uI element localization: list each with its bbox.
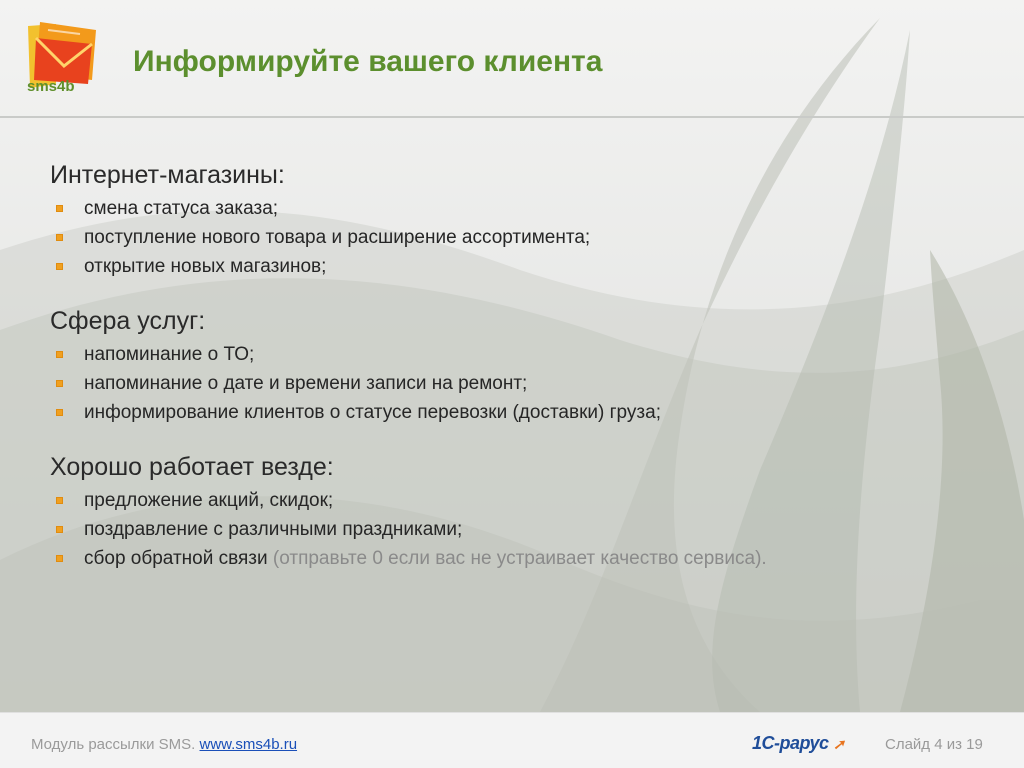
slide-header	[0, 0, 1024, 118]
bullet-square-icon	[56, 205, 63, 212]
partner-logo-text: 1С-рарус	[752, 733, 829, 753]
section-everywhere	[50, 450, 990, 573]
footer-caption	[31, 736, 297, 753]
website-link[interactable]: www.sms4b.ru	[199, 736, 298, 753]
bullet-item	[50, 398, 990, 427]
header-divider	[0, 116, 1024, 118]
bullet-square-icon	[56, 526, 63, 533]
slide-counter: Слайд 4 из 19	[885, 736, 983, 753]
bullet-text: открытие новых магазинов;	[84, 256, 327, 277]
bullet-item	[50, 340, 990, 369]
bullet-list	[50, 486, 990, 573]
bullet-text: поступление нового товара и расширение ассортимента;	[84, 227, 591, 248]
bullet-square-icon	[56, 555, 63, 562]
bullet-square-icon	[56, 409, 63, 416]
section-heading: Интернет-магазины:	[50, 161, 285, 189]
bullet-text: информирование клиентов о статусе перевозки (доставки) груза;	[84, 402, 661, 423]
module-text: Модуль рассылки SMS.	[31, 736, 196, 753]
section-heading: Хорошо работает везде:	[50, 453, 334, 481]
bullet-note: (отправьте 0 если вас не устраивает качество сервиса).	[272, 548, 767, 569]
sms4b-logo-text: sms4b	[27, 78, 75, 95]
swoosh-icon: ➚	[833, 736, 845, 752]
1c-rarus-logo	[752, 733, 844, 755]
bullet-item	[50, 486, 990, 515]
bullet-list	[50, 340, 990, 427]
bullet-text: предложение акций, скидок;	[84, 490, 334, 511]
bullet-square-icon	[56, 351, 63, 358]
bullet-item	[50, 544, 990, 573]
bullet-square-icon	[56, 380, 63, 387]
bullet-text: напоминание о ТО;	[84, 344, 255, 365]
bullet-item	[50, 252, 990, 281]
bullet-item	[50, 194, 990, 223]
bullet-text: поздравление с различными праздниками;	[84, 519, 463, 540]
section-online-stores	[50, 158, 990, 281]
bullet-square-icon	[56, 234, 63, 241]
bullet-item	[50, 223, 990, 252]
slide-footer	[0, 712, 1024, 768]
bullet-list	[50, 194, 990, 281]
bullet-square-icon	[56, 497, 63, 504]
bullet-text: напоминание о дате и времени записи на ремонт;	[84, 373, 528, 394]
slide-title: Информируйте вашего клиента	[133, 45, 603, 78]
bullet-square-icon	[56, 263, 63, 270]
bullet-item	[50, 515, 990, 544]
bullet-text: сбор обратной связи	[84, 548, 268, 569]
section-services	[50, 304, 990, 427]
bullet-item	[50, 369, 990, 398]
bullet-text: смена статуса заказа;	[84, 198, 279, 219]
section-heading: Сфера услуг:	[50, 307, 206, 335]
slide-content	[50, 158, 990, 596]
